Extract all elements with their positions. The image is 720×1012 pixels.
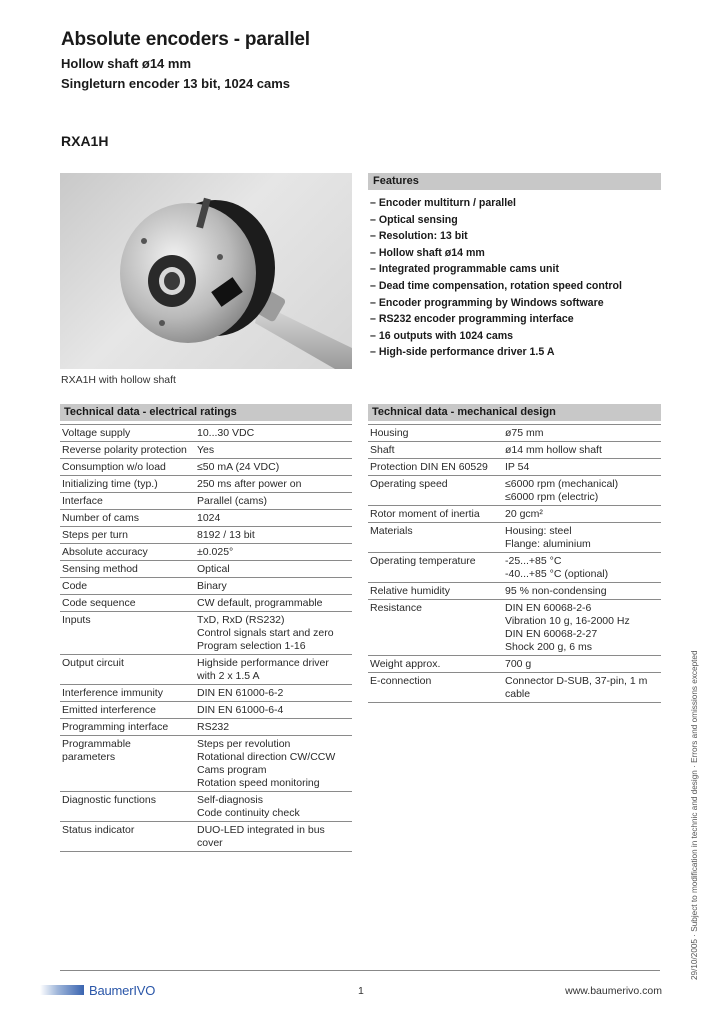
spec-label: Inputs bbox=[60, 612, 196, 655]
spec-value: Highside performance driver with 2 x 1.5 A bbox=[196, 655, 352, 685]
spec-label: Shaft bbox=[368, 442, 504, 459]
spec-label: Status indicator bbox=[60, 822, 196, 852]
spec-value: ≤50 mA (24 VDC) bbox=[196, 459, 352, 476]
spec-label: Rotor moment of inertia bbox=[368, 506, 504, 523]
table-row bbox=[60, 527, 352, 544]
table-row bbox=[60, 544, 352, 561]
spec-value: Steps per revolution Rotational direction CW/CCW Cams program Rotation speed monitoring bbox=[196, 736, 352, 792]
spec-value: DIN EN 61000-6-4 bbox=[196, 702, 352, 719]
brand-logo-text: BaumerIVO bbox=[89, 983, 156, 998]
feature-item: – High-side performance driver 1.5 A bbox=[370, 346, 555, 359]
table-row bbox=[60, 493, 352, 510]
table-row bbox=[368, 459, 661, 476]
electrical-table bbox=[60, 424, 352, 852]
spec-value: ø75 mm bbox=[504, 425, 661, 442]
table-row bbox=[368, 523, 661, 553]
spec-label: E-connection bbox=[368, 673, 504, 703]
spec-label: Output circuit bbox=[60, 655, 196, 685]
features-list bbox=[370, 196, 622, 362]
mechanical-heading bbox=[368, 404, 661, 421]
spec-value: TxD, RxD (RS232) Control signals start and zero Program selection 1-16 bbox=[196, 612, 352, 655]
spec-label: Number of cams bbox=[60, 510, 196, 527]
spec-value: 20 gcm² bbox=[504, 506, 661, 523]
photo-caption: RXA1H with hollow shaft bbox=[61, 374, 176, 386]
table-row bbox=[368, 673, 661, 703]
feature-item: – RS232 encoder programming interface bbox=[370, 313, 574, 326]
features-heading-label: Features bbox=[373, 175, 419, 187]
table-row bbox=[60, 792, 352, 822]
feature-item: – Encoder programming by Windows software bbox=[370, 296, 604, 309]
spec-label: Protection DIN EN 60529 bbox=[368, 459, 504, 476]
mechanical-heading-label: Technical data - mechanical design bbox=[372, 406, 556, 418]
spec-label: Operating temperature bbox=[368, 553, 504, 583]
table-row bbox=[368, 476, 661, 506]
feature-item: – Encoder multiturn / parallel bbox=[370, 197, 516, 209]
table-row bbox=[60, 459, 352, 476]
table-row bbox=[60, 719, 352, 736]
table-row bbox=[60, 561, 352, 578]
electrical-heading-label: Technical data - electrical ratings bbox=[64, 406, 237, 418]
table-row bbox=[60, 736, 352, 792]
spec-label: Materials bbox=[368, 523, 504, 553]
table-row bbox=[368, 600, 661, 656]
feature-item: – 16 outputs with 1024 cams bbox=[370, 329, 514, 342]
table-row bbox=[60, 578, 352, 595]
table-row bbox=[60, 476, 352, 493]
encoder-illustration bbox=[60, 173, 352, 369]
table-row bbox=[368, 506, 661, 523]
table-row bbox=[60, 425, 352, 442]
page-subtitle-encoder: Singleturn encoder 13 bit, 1024 cams bbox=[61, 76, 291, 91]
spec-value: Optical bbox=[196, 561, 352, 578]
product-photo bbox=[60, 173, 352, 369]
table-row bbox=[60, 442, 352, 459]
spec-value: Yes bbox=[196, 442, 352, 459]
spec-value: 250 ms after power on bbox=[196, 476, 352, 493]
table-row bbox=[368, 425, 661, 442]
spec-label: Interference immunity bbox=[60, 685, 196, 702]
table-row bbox=[368, 583, 661, 600]
spec-value: DIN EN 61000-6-2 bbox=[196, 685, 352, 702]
spec-label: Diagnostic functions bbox=[60, 792, 196, 822]
spec-value: ø14 mm hollow shaft bbox=[504, 442, 661, 459]
table-row bbox=[60, 822, 352, 852]
spec-label: Interface bbox=[60, 493, 196, 510]
spec-label: Resistance bbox=[368, 600, 504, 656]
mechanical-table bbox=[368, 424, 661, 703]
table-row bbox=[368, 442, 661, 459]
spec-value: Connector D-SUB, 37-pin, 1 m cable bbox=[504, 673, 661, 703]
spec-label: Emitted interference bbox=[60, 702, 196, 719]
spec-label: Housing bbox=[368, 425, 504, 442]
spec-value: DIN EN 60068-2-6 Vibration 10 g, 16-2000 Hz DIN EN 60068-2-27 Shock 200 g, 6 ms bbox=[504, 600, 661, 656]
feature-item: – Dead time compensation, rotation speed control bbox=[370, 279, 622, 292]
spec-label: Steps per turn bbox=[60, 527, 196, 544]
spec-label: Consumption w/o load bbox=[60, 459, 196, 476]
spec-value: CW default, programmable bbox=[196, 595, 352, 612]
spec-label: Reverse polarity protection bbox=[60, 442, 196, 459]
spec-label: Relative humidity bbox=[368, 583, 504, 600]
spec-label: Voltage supply bbox=[60, 425, 196, 442]
spec-value: -25...+85 °C -40...+85 °C (optional) bbox=[504, 553, 661, 583]
table-row bbox=[60, 702, 352, 719]
spec-value: 95 % non-condensing bbox=[504, 583, 661, 600]
spec-label: Programmable parameters bbox=[60, 736, 196, 792]
spec-label: Weight approx. bbox=[368, 656, 504, 673]
spec-label: Absolute accuracy bbox=[60, 544, 196, 561]
spec-value: IP 54 bbox=[504, 459, 661, 476]
spec-value: ±0.025° bbox=[196, 544, 352, 561]
spec-value: DUO-LED integrated in bus cover bbox=[196, 822, 352, 852]
feature-item: – Integrated programmable cams unit bbox=[370, 263, 559, 276]
electrical-heading bbox=[60, 404, 352, 421]
page-subtitle-shaft: Hollow shaft ø14 mm bbox=[61, 56, 192, 71]
spec-value: 8192 / 13 bit bbox=[196, 527, 352, 544]
table-row bbox=[368, 656, 661, 673]
spec-label: Programming interface bbox=[60, 719, 196, 736]
spec-value: Self-diagnosis Code continuity check bbox=[196, 792, 352, 822]
spec-value: Binary bbox=[196, 578, 352, 595]
legal-side-note: 29/10/2005 · Subject to modification in technic and design · Errors and omissions excepted bbox=[690, 650, 699, 980]
spec-value: Housing: steel Flange: aluminium bbox=[504, 523, 661, 553]
table-row bbox=[60, 655, 352, 685]
table-row bbox=[60, 510, 352, 527]
spec-label: Operating speed bbox=[368, 476, 504, 506]
footer-divider bbox=[60, 970, 660, 971]
table-row bbox=[60, 685, 352, 702]
table-row bbox=[60, 612, 352, 655]
spec-value: RS232 bbox=[196, 719, 352, 736]
feature-item: – Hollow shaft ø14 mm bbox=[370, 246, 485, 259]
brand-logo-mark bbox=[40, 985, 84, 995]
spec-value: 1024 bbox=[196, 510, 352, 527]
page-title: Absolute encoders - parallel bbox=[61, 29, 310, 50]
model-number: RXA1H bbox=[61, 133, 109, 149]
feature-item: – Resolution: 13 bit bbox=[370, 230, 468, 243]
spec-value: ≤6000 rpm (mechanical) ≤6000 rpm (electric) bbox=[504, 476, 661, 506]
spec-label: Code sequence bbox=[60, 595, 196, 612]
spec-value: 10...30 VDC bbox=[196, 425, 352, 442]
feature-item: – Optical sensing bbox=[370, 213, 458, 226]
table-row bbox=[368, 553, 661, 583]
features-heading bbox=[368, 173, 661, 190]
spec-label: Sensing method bbox=[60, 561, 196, 578]
table-row bbox=[60, 595, 352, 612]
spec-value: 700 g bbox=[504, 656, 661, 673]
spec-label: Initializing time (typ.) bbox=[60, 476, 196, 493]
page-number: 1 bbox=[358, 985, 364, 997]
spec-value: Parallel (cams) bbox=[196, 493, 352, 510]
website-link[interactable]: www.baumerivo.com bbox=[565, 985, 662, 997]
spec-label: Code bbox=[60, 578, 196, 595]
